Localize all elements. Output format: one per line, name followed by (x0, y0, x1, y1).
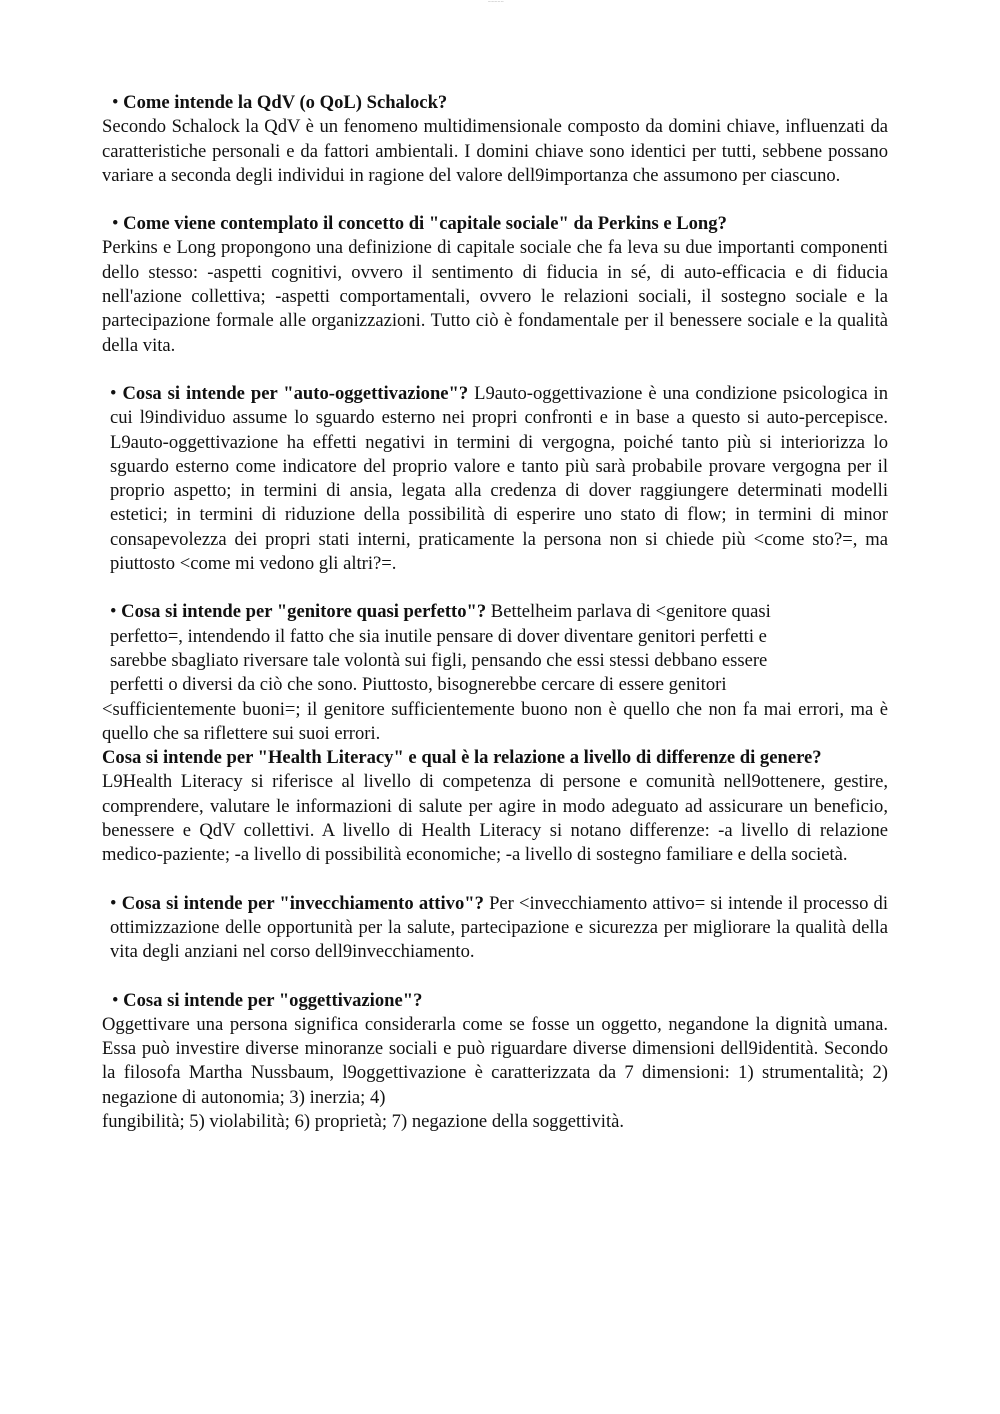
answer-oggettivazione-last-line: fungibilità; 5) violabilità; 6) proprietà; 7) negazione della soggettività. (102, 1110, 625, 1132)
bullet-icon: • (112, 989, 119, 1011)
answer-qdv-schalock: Secondo Schalock la QdV è un fenomeno multidimensionale composto da domini chiave, influenzati da caratteristiche personali e da fattori ambientali. I domini chiave sono identici per tutti, sebbene possano variare a seconda degli individui in ragione del valore dell9importanza che assumono per ciascuno. (102, 116, 888, 186)
paragraph-genitore-quasi-perfetto (102, 600, 888, 697)
bullet-icon: • (110, 601, 117, 623)
bullet-icon: • (112, 213, 119, 235)
answer-line: perfetti o diversi da ciò che sono. Piuttosto, bisognerebbe cercare di essere genitori (110, 674, 727, 696)
answer-line: perfetto=, intendendo il fatto che sia inutile pensare di dover diventare genitori perfetti e (110, 625, 767, 647)
question-qdv-schalock (102, 91, 888, 115)
paragraph-auto-oggettivazione (102, 382, 888, 576)
answer-line: sarebbe sbagliato riversare tale volontà sui figli, pensando che essi stessi debbano essere (110, 649, 768, 671)
answer-text: Per <invecchiamento attivo= si intende il processo di ottimizzazione delle opportunità per la salute, partecipazione e sicurezza per migliorare la qualità della vita degli anziani nel corso dell9invecchiamento. (110, 892, 888, 963)
answer-capitale-sociale: Perkins e Long propongono una definizione di capitale sociale che fa leva su due importanti componenti dello stesso: -aspetti cognitivi, ovvero il sentimento di fiducia in sé, di auto-efficacia e di fiducia nell'azione collettiva; -aspetti comportamentali, ovvero le relazioni sociali, il sostegno sociale e la partecipazione formale alle organizzazioni. Tutto ciò è fondamentale per il benessere sociale e la qualità della vita. (102, 237, 888, 356)
answer-health-literacy: L9Health Literacy si riferisce al livello di competenza di persone e comunità nell9ottenere, gestire, comprendere, valutare le informazioni di salute per agire in modo adeguato ad assicurare un beneficio, benessere e QdV collettivi. A livello di Health Literacy si notano differenze: -a livello di relazione medico-paziente; -a livello di possibilità economiche; -a livello di sostegno familiare e della società. (102, 771, 888, 866)
document-content (102, 91, 888, 1134)
answer-text: L9auto-oggettivazione è una condizione psicologica in cui l9individuo assume lo sguardo esterno nei propri confronti e in base a questo si auto-percepisce. L9auto-oggettivazione ha effetti negativi in termini di vergogna, poiché tanto più si interiorizza lo sguardo esterno come indicatore del proprio valore e tanto più sarà probabile provare vergogna per il proprio aspetto; in termini di ansia, legata alla credenza di dover raggiungere determinati modelli estetici; in termini di riduzione della possibilità di esperire uno stato di flow; in termini di minor consapevolezza dei propri stati interni, praticamente la persona non si chiede più <come sto?=, ma piuttosto <come mi vedono gli altri?=. (110, 382, 888, 575)
paragraph-invecchiamento-attivo (102, 892, 888, 965)
answer-line: Bettelheim parlava di <genitore quasi (490, 601, 771, 623)
question-text: Come viene contemplato il concetto di "capitale sociale" da Perkins e Long? (123, 213, 727, 235)
question-text: Cosa si intende per "invecchiamento attivo"? (121, 892, 484, 914)
question-text: Cosa si intende per "genitore quasi perfetto"? (121, 601, 487, 623)
answer-oggettivazione: Oggettivare una persona significa considerarla come se fosse un oggetto, negandone la dignità umana. Essa può investire diverse minoranze sociali e può riguardare diverse dimensioni dell9identità. Secondo la filosofa Martha Nussbaum, l9oggettivazione è caratterizzata da 7 dimensioni: 1) strumentalità; 2) negazione di autonomia; 3) inerzia; 4) (102, 1013, 888, 1108)
question-health-literacy: Cosa si intende per "Health Literacy" e qual è la relazione a livello di differenze di genere? (102, 747, 822, 769)
question-text: Cosa si intende per "auto-oggettivazione"? (122, 382, 469, 404)
bullet-icon: • (110, 382, 117, 404)
header-mark: ~~~~~ (488, 0, 505, 5)
question-text: Come intende la QdV (o QoL) Schalock? (123, 92, 448, 113)
answer-genitore-tail: <sufficientemente buoni=; il genitore sufficientemente buono non è quello che non fa mai errori, ma è quello che sa riflettere sui suoi errori. (102, 698, 888, 744)
bullet-icon: • (112, 92, 119, 113)
question-capitale-sociale (102, 212, 888, 236)
bullet-icon: • (110, 892, 117, 914)
question-oggettivazione (102, 989, 888, 1013)
question-text: Cosa si intende per "oggettivazione"? (123, 989, 423, 1011)
